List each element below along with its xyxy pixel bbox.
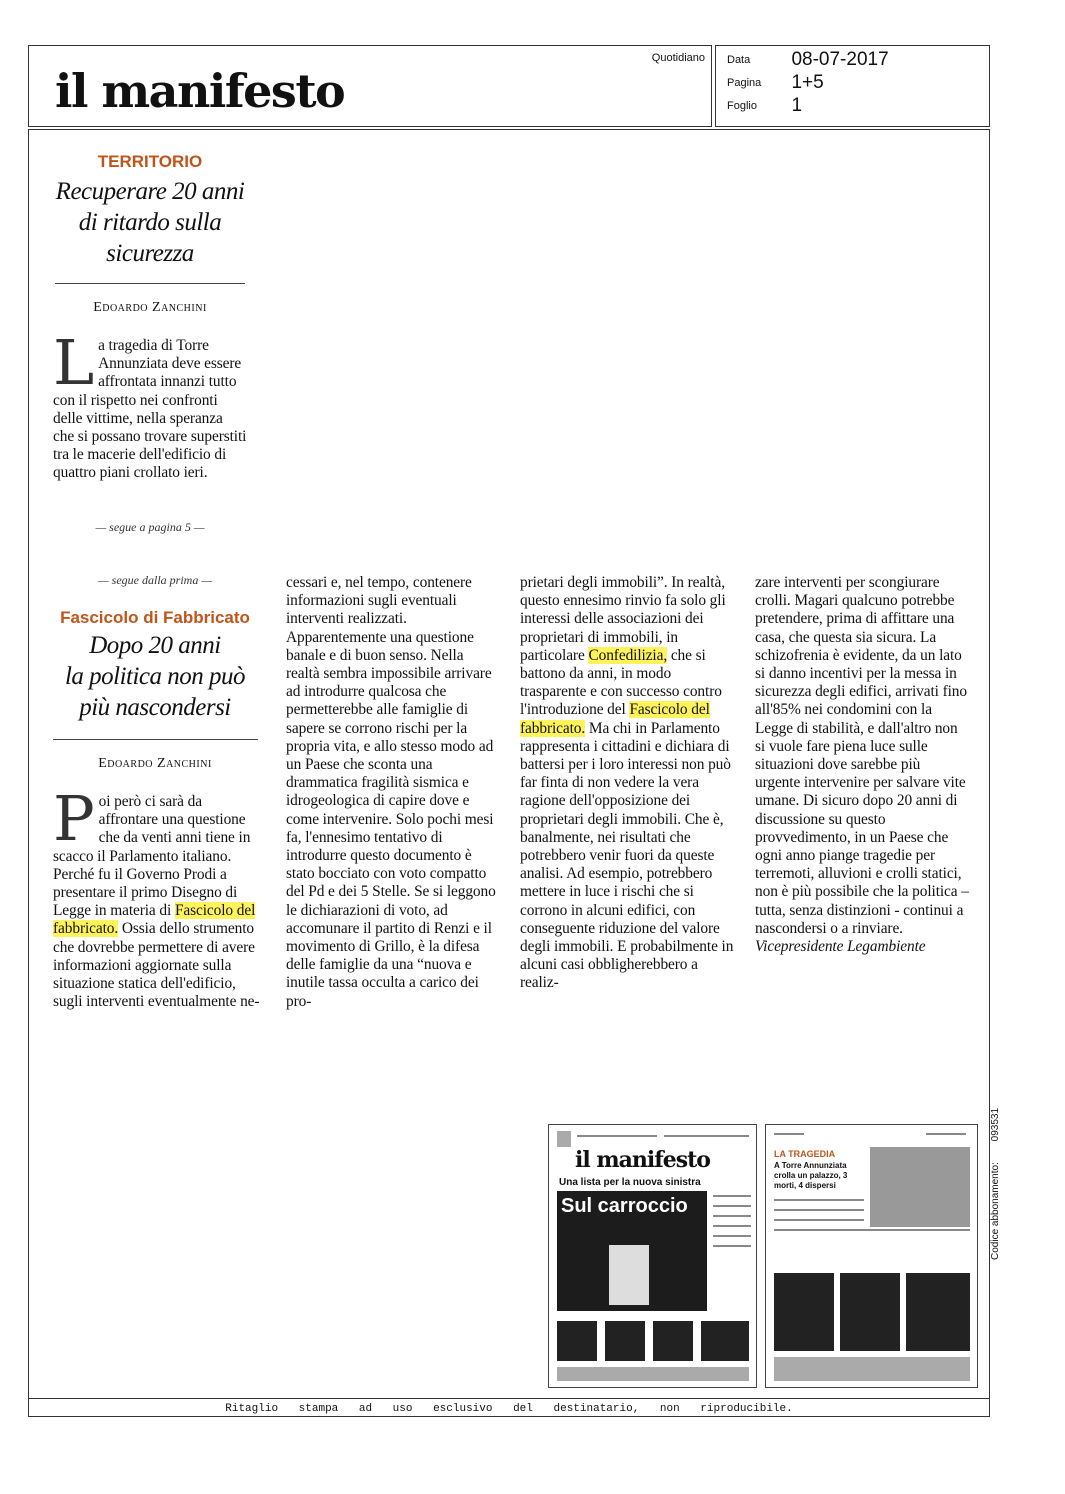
inner-kicker: Fascicolo di Fabbricato — [60, 608, 250, 627]
thumb-text-line — [926, 1133, 966, 1135]
highlighted-term: Fascicolo del fabbricato. — [53, 902, 256, 938]
inner-column-2 — [286, 574, 498, 1011]
inner-column-1 — [53, 782, 263, 1011]
front-body — [53, 326, 247, 483]
inner-byline: Edoardo Zanchini — [98, 756, 212, 771]
inner-rule — [53, 739, 258, 740]
front-article — [45, 152, 255, 316]
publication-type: Quotidiano — [651, 52, 705, 64]
subscription-code — [990, 1100, 1001, 1260]
date-label: Data — [727, 54, 751, 66]
sheet-row — [727, 95, 802, 117]
inner-column-4 — [755, 574, 969, 956]
thumb-box — [557, 1321, 597, 1361]
subscription-code-label: Codice abbonamento: — [990, 1162, 1001, 1260]
thumb-text-line — [774, 1199, 864, 1201]
thumb-photo — [870, 1147, 970, 1227]
front-page-thumbnail — [548, 1124, 757, 1388]
publication-logo: il manifesto — [55, 64, 345, 118]
from-front-note: — segue dalla prima — — [98, 573, 212, 587]
thumb-box — [653, 1321, 693, 1361]
front-headline-line: sicurezza — [106, 240, 194, 267]
column-text: zare interventi per scongiurare crolli. Magari qualcuno potrebbe pretendere, prima di affittare una casa, che questa sia sicura. La schizofrenia è evidente, da un lato si danno incentivi per la messa in sicurezza degli edifici, arrivati fino all'85% nei condomini con la Legge di stabilità, e dall'altro non si vuole fare piena luce sulle situazioni dove sarebbe più urgente intervenire per salvare vite umane. Di sicuro dopo 20 anni di discussione su questo provvedimento, in un Paese che ogni anno piange tragedie per terremoti, alluvioni e crolli statici, non è più possibile che la politica – tutta, senza distinzioni - continui a nascondersi o a rinviare. — [755, 574, 969, 937]
inner-page-thumbnail — [765, 1124, 978, 1388]
masthead-box — [28, 45, 712, 127]
thumb-text-line — [713, 1245, 751, 1247]
thumb-kicker: LA TRAGEDIA — [774, 1149, 836, 1159]
highlighted-term: Confedilizia, — [588, 646, 668, 664]
front-headline-line: Recuperare 20 anni — [55, 178, 245, 205]
thumb-text-line — [774, 1229, 970, 1231]
front-body-text: a tragedia di Torre Annunziata deve essere affrontata innanzi tutto con il rispetto nei confronti delle vittime, nella speranza che si possano trovare superstiti tra le macerie dell'edificio di quattro piani crollato ieri. — [53, 337, 247, 482]
date-value: 08-07-2017 — [791, 49, 889, 70]
thumb-headline: Sul carroccio — [561, 1195, 688, 1217]
thumb-text-line — [774, 1133, 804, 1135]
inner-article-head — [45, 573, 265, 772]
continued-note: — segue a pagina 5 — — [95, 520, 205, 534]
inner-headline-line: più nascondersi — [79, 694, 231, 721]
page-label: Pagina — [727, 77, 762, 89]
thumb-image — [557, 1131, 571, 1147]
thumb-headline: A Torre Annunziata crolla un palazzo, 3 morti, 4 dispersi — [774, 1161, 848, 1190]
column-text: Ma chi in Parlamento rappresenta i cittadini e dichiara di battersi per i loro interessi non può far finta di non vedere la vera ragione dell'opposizione dei proprietari degli immobili. Che è, banalmente, nei risultati che potrebbero venir fuori da queste analisi. Ad esempio, potrebbero mettere in luce i rischi che si corrono in alcuni edifici, con conseguente riduzione del valore degli immobili. E probabilmente in alcuni casi obbligherebbero a realiz- — [520, 719, 734, 992]
thumb-box — [840, 1273, 900, 1351]
thumb-strap: Una lista per la nuova sinistra — [559, 1177, 701, 1188]
inner-headline — [45, 630, 265, 723]
sheet-value: 1 — [791, 95, 803, 116]
thumb-figure — [609, 1245, 649, 1305]
thumb-box — [906, 1273, 970, 1351]
front-kicker: TERRITORIO — [97, 152, 203, 171]
inner-headline-line: Dopo 20 anni — [89, 632, 221, 659]
thumb-box — [774, 1273, 834, 1351]
inner-dropcap: P — [53, 782, 95, 855]
column-text: cessari e, nel tempo, contenere informazioni sugli eventuali interventi realizzati. Apparentemente una questione banale e di buon senso. Nella realtà sembra impossibile arrivare ad introdurre qualcosa che permetterebbe alle famiglie di sapere se corrono rischi per la propria vita, e allo stesso modo ad un Paese che sconta una drammatica fragilità sismica e idrogeologica di capire dove e come intervenire. Solo pochi mesi fa, l'ennesimo tentativo di introdurre questo documento è stato bocciato con voto compatto del Pd e dei 5 Stelle. Se si leggono le dichiarazioni di voto, ad accomunare il partito di Renzi e il movimento di Grillo, è la difesa delle famiglie da una “nuova e inutile tassa occulta a carico dei pro- — [286, 574, 496, 1010]
column-text: prietari degli immobili”. In realtà, questo ennesimo rinvio fa solo gli interessi delle associazioni dei proprietari di immobili, in particolare — [520, 574, 726, 664]
thumb-text-line — [774, 1219, 864, 1221]
front-rule — [55, 283, 245, 284]
thumb-box — [701, 1321, 749, 1361]
thumb-logo: il manifesto — [575, 1147, 710, 1173]
footer-notice: Ritaglio stampa ad uso esclusivo del destinatario, non riproducibile. — [225, 1403, 793, 1415]
highlighted-term: Fascicolo del fabbricato. — [520, 701, 710, 737]
thumb-text-line — [713, 1195, 751, 1197]
page-row — [727, 72, 824, 94]
thumb-text-line — [577, 1135, 657, 1137]
thumb-box — [605, 1321, 645, 1361]
thumb-text-line — [713, 1225, 751, 1227]
sheet-label: Foglio — [727, 100, 757, 112]
front-headline-line: di ritardo sulla — [78, 209, 222, 236]
inner-column-3 — [520, 574, 734, 993]
thumb-footer-band — [557, 1367, 749, 1381]
date-row — [727, 49, 889, 71]
thumb-footer-band — [774, 1357, 970, 1381]
page-value: 1+5 — [791, 72, 824, 93]
inner-headline-line: la politica non può — [64, 663, 246, 690]
subscription-code-value: 093531 — [990, 1107, 1001, 1142]
column-text: oi però ci sarà da affrontare una questione che da venti anni tiene in scacco il Parlamento italiano. Perché fu il Governo Prodi a presentare il primo Disegno di Legge in materia di — [53, 793, 251, 920]
thumb-text-line — [713, 1235, 751, 1237]
author-signature: Vicepresidente Legambiente — [755, 938, 926, 956]
front-dropcap: L — [53, 326, 95, 399]
thumb-text-line — [664, 1135, 749, 1137]
front-byline: Edoardo Zanchini — [93, 300, 207, 315]
thumb-text-line — [713, 1215, 751, 1217]
front-headline — [45, 176, 255, 269]
thumb-text-line — [774, 1209, 864, 1211]
thumb-text-line — [713, 1205, 751, 1207]
metadata-box — [715, 45, 990, 127]
column-text: che si battono da anni, in modo trasparente e con successo contro l'introduzione del — [520, 646, 722, 719]
column-text: Ossia dello strumento che dovrebbe permettere di avere informazioni aggiornate sulla situazione statica dell'edificio, sugli interventi eventualmente ne- — [53, 920, 260, 1011]
